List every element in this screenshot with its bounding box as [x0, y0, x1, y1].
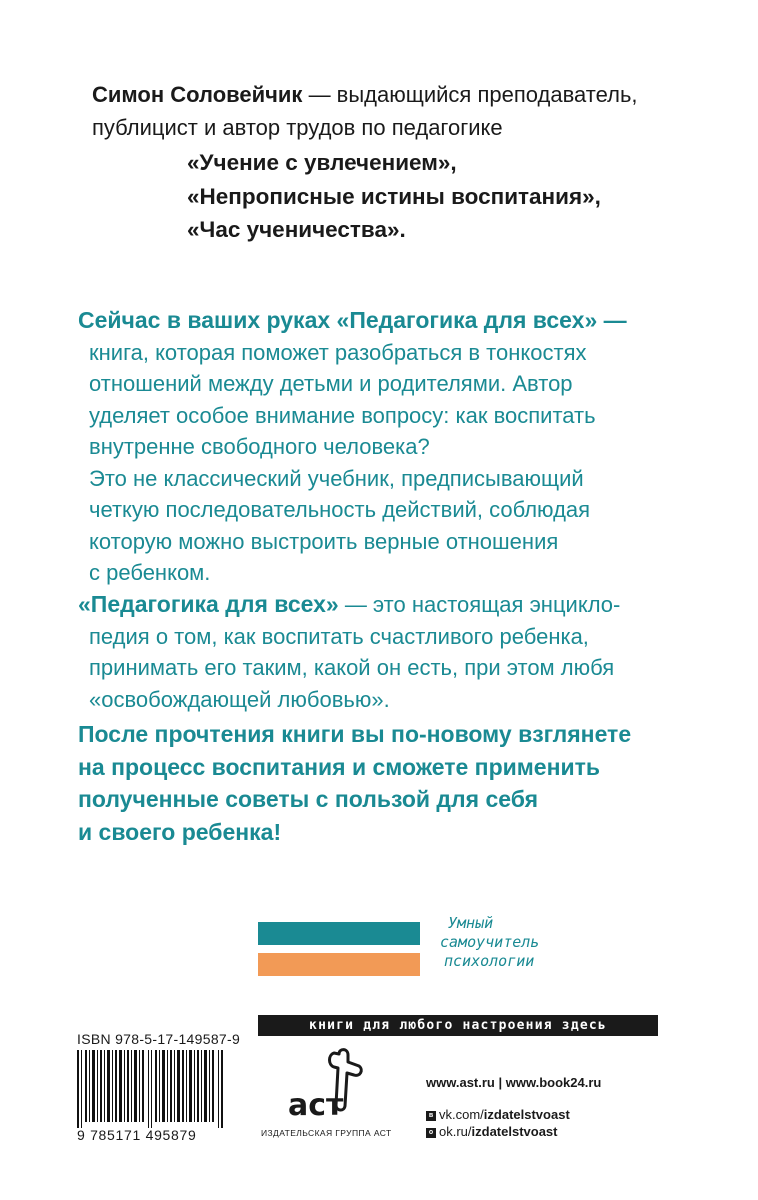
vk-icon: в — [426, 1111, 436, 1121]
paragraph-line: отношений между детьми и родителями. Автор — [89, 371, 573, 396]
barcode — [77, 1050, 225, 1128]
work-title: «Непрописные истины воспитания», — [187, 183, 601, 209]
paragraph-line: и своего ребенка! — [78, 818, 282, 845]
series-name — [440, 914, 620, 971]
description-paragraph-1 — [78, 305, 678, 589]
slogan-banner: книги для любого настроения здесь — [258, 1015, 658, 1036]
ok-icon: о — [426, 1128, 436, 1138]
ok-prefix: ok.ru/ — [439, 1124, 472, 1139]
vk-link[interactable] — [426, 1107, 570, 1122]
intro-text-1: — выдающийся преподаватель, — [302, 82, 638, 107]
paragraph-line: педия о том, как воспитать счастливого ребенка, — [89, 623, 589, 649]
intro-text-2: публицист и автор трудов по педагогике — [92, 115, 503, 140]
paragraph-line: четкую последовательность действий, соблюдая — [89, 497, 591, 522]
work-title: «Час ученичества». — [187, 217, 406, 242]
paragraph-line: полученные советы с пользой для себя — [78, 786, 539, 812]
works-list — [187, 146, 747, 247]
isbn-label: ISBN 978-5-17-149587-9 — [77, 1031, 241, 1047]
paragraph-line: После прочтения книги вы по-новому взглянете — [78, 721, 632, 747]
description-paragraph-2 — [78, 589, 688, 715]
author-intro — [92, 78, 732, 144]
paragraph-line: внутренне свободного человека? — [89, 434, 430, 459]
vk-prefix: vk.com/ — [439, 1107, 484, 1122]
ast-logo-icon — [282, 1045, 372, 1123]
series-line: самоучитель — [440, 933, 540, 951]
website-links[interactable]: www.ast.ru | www.book24.ru — [426, 1075, 602, 1090]
ok-link[interactable] — [426, 1124, 558, 1139]
paragraph-line: которую можно выстроить верные отношения — [89, 528, 559, 554]
paragraph-line: — это настоящая энцикло- — [338, 592, 621, 617]
paragraph-line: «освобождающей любовью». — [89, 686, 390, 712]
ok-handle: izdatelstvoast — [471, 1124, 558, 1139]
publisher-group: ИЗДАТЕЛЬСКАЯ ГРУППА АСТ — [261, 1128, 392, 1138]
series-line: психологии — [444, 952, 535, 970]
closing-paragraph — [78, 718, 718, 848]
paragraph-lead: «Педагогика для всех» — [78, 591, 339, 617]
series-line: Умный — [448, 914, 494, 932]
series-bar-teal — [258, 922, 420, 945]
barcode-digits: 9 785171 495879 — [77, 1127, 197, 1143]
paragraph-line: уделяет особое внимание вопросу: как воспитать — [89, 402, 596, 428]
author-name: Симон Соловейчик — [92, 82, 303, 107]
vk-handle: izdatelstvoast — [483, 1107, 570, 1122]
paragraph-line: Это не классический учебник, предписывающий — [89, 465, 584, 491]
work-title: «Учение с увлечением», — [187, 150, 457, 175]
series-bar-orange — [258, 953, 420, 976]
paragraph-line: принимать его таким, какой он есть, при этом любя — [89, 655, 615, 680]
paragraph-line: с ребенком. — [89, 560, 211, 585]
paragraph-line: на процесс воспитания и сможете применить — [78, 753, 601, 780]
paragraph-lead: Сейчас в ваших руках «Педагогика для всех» — — [78, 307, 627, 333]
paragraph-line: книга, которая поможет разобраться в тонкостях — [89, 339, 587, 365]
logo-text: аст — [288, 1088, 344, 1123]
